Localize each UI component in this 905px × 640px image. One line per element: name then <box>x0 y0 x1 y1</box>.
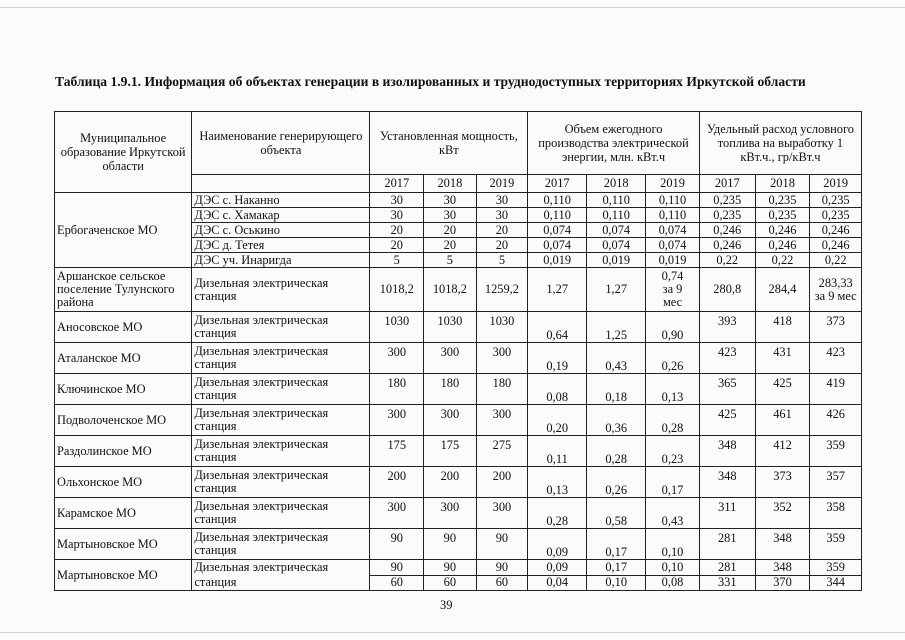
table-row <box>55 498 862 529</box>
note-text: за 9 <box>662 282 683 296</box>
municipality-cell: Ербогаченское МО <box>55 193 192 268</box>
municipality-cell: Карамское МО <box>55 498 192 529</box>
object-cell: Дизельная электрическая станция <box>192 405 370 436</box>
generation-table <box>54 111 862 591</box>
value-cell: 423 <box>810 343 862 374</box>
table-row <box>55 405 862 436</box>
object-cell: Дизельная электрическая станция <box>192 343 370 374</box>
value-cell: 0,235 <box>810 208 862 223</box>
value-cell: 461 <box>755 405 810 436</box>
table-row <box>55 529 862 560</box>
value-cell: 60 <box>424 575 477 591</box>
value-cell: 373 <box>810 312 862 343</box>
value-cell: 200 <box>476 467 528 498</box>
value-cell: 0,019 <box>528 253 587 268</box>
value-cell: 200 <box>424 467 477 498</box>
value-cell: 0,074 <box>646 223 700 238</box>
note-text: за 9 мес <box>814 288 857 303</box>
value-cell: 0,074 <box>646 238 700 253</box>
object-cell: Дизельная электрическая станция <box>192 436 370 467</box>
value-cell: 0,36 <box>587 405 646 436</box>
value-cell: 20 <box>370 223 424 238</box>
note-text: мес <box>662 295 683 309</box>
year-cell: 2017 <box>370 175 424 193</box>
value-cell: 1,27 <box>587 268 646 312</box>
value-cell: 0,90 <box>646 312 700 343</box>
value-cell: 20 <box>424 238 477 253</box>
value-cell: 359 <box>810 436 862 467</box>
value-cell: 0,235 <box>699 208 755 223</box>
object-cell: Дизельная электрическая станция <box>192 560 370 591</box>
scan-edge-top <box>0 7 905 8</box>
value-cell: 1,25 <box>587 312 646 343</box>
value-cell: 0,246 <box>810 223 862 238</box>
value-cell: 0,43 <box>587 343 646 374</box>
value-cell <box>810 268 862 312</box>
value-cell: 0,22 <box>699 253 755 268</box>
value-cell: 280,8 <box>699 268 755 312</box>
col-header-capacity: Установленная мощность, кВт <box>370 112 528 175</box>
value-cell: 359 <box>810 560 862 576</box>
value-cell: 0,26 <box>587 467 646 498</box>
value-cell: 0,246 <box>810 238 862 253</box>
value-cell: 0,074 <box>587 223 646 238</box>
value-cell: 60 <box>476 575 528 591</box>
value-cell: 90 <box>476 529 528 560</box>
value-cell: 0,110 <box>587 208 646 223</box>
value-cell: 90 <box>424 529 477 560</box>
value-cell: 275 <box>476 436 528 467</box>
value-cell: 331 <box>699 575 755 591</box>
page-number: 39 <box>440 598 453 612</box>
value-cell: 30 <box>476 208 528 223</box>
value-cell: 0,17 <box>646 467 700 498</box>
value-cell: 0,110 <box>528 193 587 208</box>
value-cell: 281 <box>699 560 755 576</box>
value-cell: 300 <box>424 498 477 529</box>
value-cell: 0,019 <box>646 253 700 268</box>
year-cell: 2019 <box>810 175 862 193</box>
value-cell: 358 <box>810 498 862 529</box>
value-cell: 1259,2 <box>476 268 528 312</box>
table-row <box>55 268 862 312</box>
year-cell: 2017 <box>699 175 755 193</box>
value-cell: 30 <box>476 193 528 208</box>
municipality-cell: Ключинское МО <box>55 374 192 405</box>
value-cell: 348 <box>699 467 755 498</box>
municipality-cell: Раздолинское МО <box>55 436 192 467</box>
value-cell: 425 <box>699 405 755 436</box>
value-cell: 180 <box>476 374 528 405</box>
value-cell: 5 <box>476 253 528 268</box>
value-cell: 0,17 <box>587 529 646 560</box>
value-cell: 90 <box>424 560 477 576</box>
value-cell: 300 <box>476 498 528 529</box>
value-cell: 90 <box>370 529 424 560</box>
value-cell: 284,4 <box>755 268 810 312</box>
object-cell: ДЭС с. Оськино <box>192 223 370 238</box>
value-cell: 30 <box>424 193 477 208</box>
value-cell: 0,246 <box>755 238 810 253</box>
value-cell <box>646 268 700 312</box>
value-cell: 373 <box>755 467 810 498</box>
value-cell: 300 <box>370 498 424 529</box>
value-cell: 426 <box>810 405 862 436</box>
value-cell: 0,074 <box>528 223 587 238</box>
value-cell: 0,110 <box>646 193 700 208</box>
value-cell: 1,27 <box>528 268 587 312</box>
value-cell: 423 <box>699 343 755 374</box>
value-cell: 0,04 <box>528 575 587 591</box>
value-cell: 90 <box>476 560 528 576</box>
value-cell: 0,110 <box>646 208 700 223</box>
value-cell: 0,20 <box>528 405 587 436</box>
value-cell: 1018,2 <box>370 268 424 312</box>
value-cell: 0,08 <box>528 374 587 405</box>
value-cell: 0,28 <box>587 436 646 467</box>
value-cell: 5 <box>370 253 424 268</box>
value-cell: 365 <box>699 374 755 405</box>
year-cell: 2017 <box>528 175 587 193</box>
value-cell: 300 <box>424 405 477 436</box>
value-cell: 348 <box>755 529 810 560</box>
object-cell: ДЭС д. Тетея <box>192 238 370 253</box>
value-cell: 419 <box>810 374 862 405</box>
municipality-cell: Мартыновское МО <box>55 560 192 591</box>
value-text: 0,74 <box>661 269 684 283</box>
value-cell: 0,43 <box>646 498 700 529</box>
municipality-cell: Аталанское МО <box>55 343 192 374</box>
value-cell: 344 <box>810 575 862 591</box>
value-cell: 0,23 <box>646 436 700 467</box>
value-cell: 300 <box>424 343 477 374</box>
value-cell: 0,074 <box>528 238 587 253</box>
value-cell: 0,235 <box>755 193 810 208</box>
value-cell: 1030 <box>370 312 424 343</box>
municipality-cell: Аршанское сельское поселение Тулунского района <box>55 268 192 312</box>
value-cell: 0,08 <box>646 575 700 591</box>
value-text: 283,33 <box>818 275 853 290</box>
value-cell: 348 <box>755 560 810 576</box>
table-row <box>55 193 862 208</box>
table-row <box>55 560 862 576</box>
value-cell: 311 <box>699 498 755 529</box>
value-cell: 0,19 <box>528 343 587 374</box>
header-row <box>55 112 862 175</box>
value-cell: 393 <box>699 312 755 343</box>
year-cell: 2019 <box>476 175 528 193</box>
value-cell: 0,28 <box>528 498 587 529</box>
value-cell: 175 <box>370 436 424 467</box>
value-cell: 0,10 <box>587 575 646 591</box>
value-cell: 0,10 <box>646 560 700 576</box>
value-cell: 20 <box>476 223 528 238</box>
value-cell: 352 <box>755 498 810 529</box>
value-cell: 1030 <box>476 312 528 343</box>
empty-cell <box>192 175 370 193</box>
value-cell: 0,10 <box>646 529 700 560</box>
table-row <box>55 312 862 343</box>
municipality-cell: Подволоченское МО <box>55 405 192 436</box>
value-cell: 30 <box>370 193 424 208</box>
value-cell: 0,09 <box>528 560 587 576</box>
object-cell: ДЭС уч. Инаригда <box>192 253 370 268</box>
value-cell: 0,09 <box>528 529 587 560</box>
year-cell: 2018 <box>587 175 646 193</box>
col-header-object: Наименование генерирующего объекта <box>192 112 370 175</box>
value-cell: 0,64 <box>528 312 587 343</box>
value-cell: 412 <box>755 436 810 467</box>
object-cell: Дизельная электрическая станция <box>192 467 370 498</box>
value-cell: 0,22 <box>810 253 862 268</box>
object-cell: ДЭС с. Хамакар <box>192 208 370 223</box>
value-cell: 0,13 <box>528 467 587 498</box>
value-cell: 0,58 <box>587 498 646 529</box>
value-cell: 0,110 <box>528 208 587 223</box>
municipality-cell: Мартыновское МО <box>55 529 192 560</box>
value-cell: 0,235 <box>699 193 755 208</box>
value-cell: 0,26 <box>646 343 700 374</box>
value-cell: 0,235 <box>755 208 810 223</box>
value-cell: 0,019 <box>587 253 646 268</box>
col-header-fuel: Удельный расход условного топлива на выработку 1 кВт.ч., гр/кВт.ч <box>699 112 861 175</box>
value-cell: 0,11 <box>528 436 587 467</box>
value-cell: 348 <box>699 436 755 467</box>
value-cell: 30 <box>424 208 477 223</box>
value-cell: 5 <box>424 253 477 268</box>
table-row <box>55 374 862 405</box>
municipality-cell: Аносовское МО <box>55 312 192 343</box>
table-row <box>55 467 862 498</box>
table-title: Таблица 1.9.1. Информация об объектах генерации в изолированных и труднодоступных территориях Иркутской области <box>55 74 806 89</box>
value-cell: 300 <box>476 405 528 436</box>
object-cell: Дизельная электрическая станция <box>192 529 370 560</box>
value-cell: 1018,2 <box>424 268 477 312</box>
value-cell: 418 <box>755 312 810 343</box>
table-row <box>55 436 862 467</box>
value-cell: 0,28 <box>646 405 700 436</box>
value-cell: 20 <box>424 223 477 238</box>
value-cell: 90 <box>370 560 424 576</box>
value-cell: 0,22 <box>755 253 810 268</box>
value-cell: 1030 <box>424 312 477 343</box>
object-cell: Дизельная электрическая станция <box>192 268 370 312</box>
value-cell: 431 <box>755 343 810 374</box>
object-cell: Дизельная электрическая станция <box>192 374 370 405</box>
col-header-municipality: Муниципальное образование Иркутской области <box>55 112 192 193</box>
value-cell: 0,246 <box>755 223 810 238</box>
object-cell: ДЭС с. Наканно <box>192 193 370 208</box>
value-cell: 0,13 <box>646 374 700 405</box>
value-cell: 60 <box>370 575 424 591</box>
year-cell: 2018 <box>424 175 477 193</box>
col-header-production: Объем ежегодного производства электрической энергии, млн. кВт.ч <box>528 112 700 175</box>
value-cell: 180 <box>370 374 424 405</box>
value-cell: 357 <box>810 467 862 498</box>
value-cell: 20 <box>370 238 424 253</box>
object-cell: Дизельная электрическая станция <box>192 498 370 529</box>
value-cell: 175 <box>424 436 477 467</box>
value-cell: 281 <box>699 529 755 560</box>
value-cell: 0,110 <box>587 193 646 208</box>
value-cell: 370 <box>755 575 810 591</box>
value-cell: 0,074 <box>587 238 646 253</box>
scan-edge-bottom <box>0 632 905 633</box>
value-cell: 200 <box>370 467 424 498</box>
object-cell: Дизельная электрическая станция <box>192 312 370 343</box>
table-row <box>55 343 862 374</box>
value-cell: 359 <box>810 529 862 560</box>
year-cell: 2018 <box>755 175 810 193</box>
value-cell: 30 <box>370 208 424 223</box>
municipality-cell: Ольхонское МО <box>55 467 192 498</box>
value-cell: 300 <box>476 343 528 374</box>
value-cell: 0,235 <box>810 193 862 208</box>
value-cell: 0,17 <box>587 560 646 576</box>
year-cell: 2019 <box>646 175 700 193</box>
value-cell: 180 <box>424 374 477 405</box>
value-cell: 300 <box>370 405 424 436</box>
value-cell: 0,18 <box>587 374 646 405</box>
value-cell: 20 <box>476 238 528 253</box>
value-cell: 300 <box>370 343 424 374</box>
value-cell: 425 <box>755 374 810 405</box>
value-cell: 0,246 <box>699 238 755 253</box>
value-cell: 0,246 <box>699 223 755 238</box>
